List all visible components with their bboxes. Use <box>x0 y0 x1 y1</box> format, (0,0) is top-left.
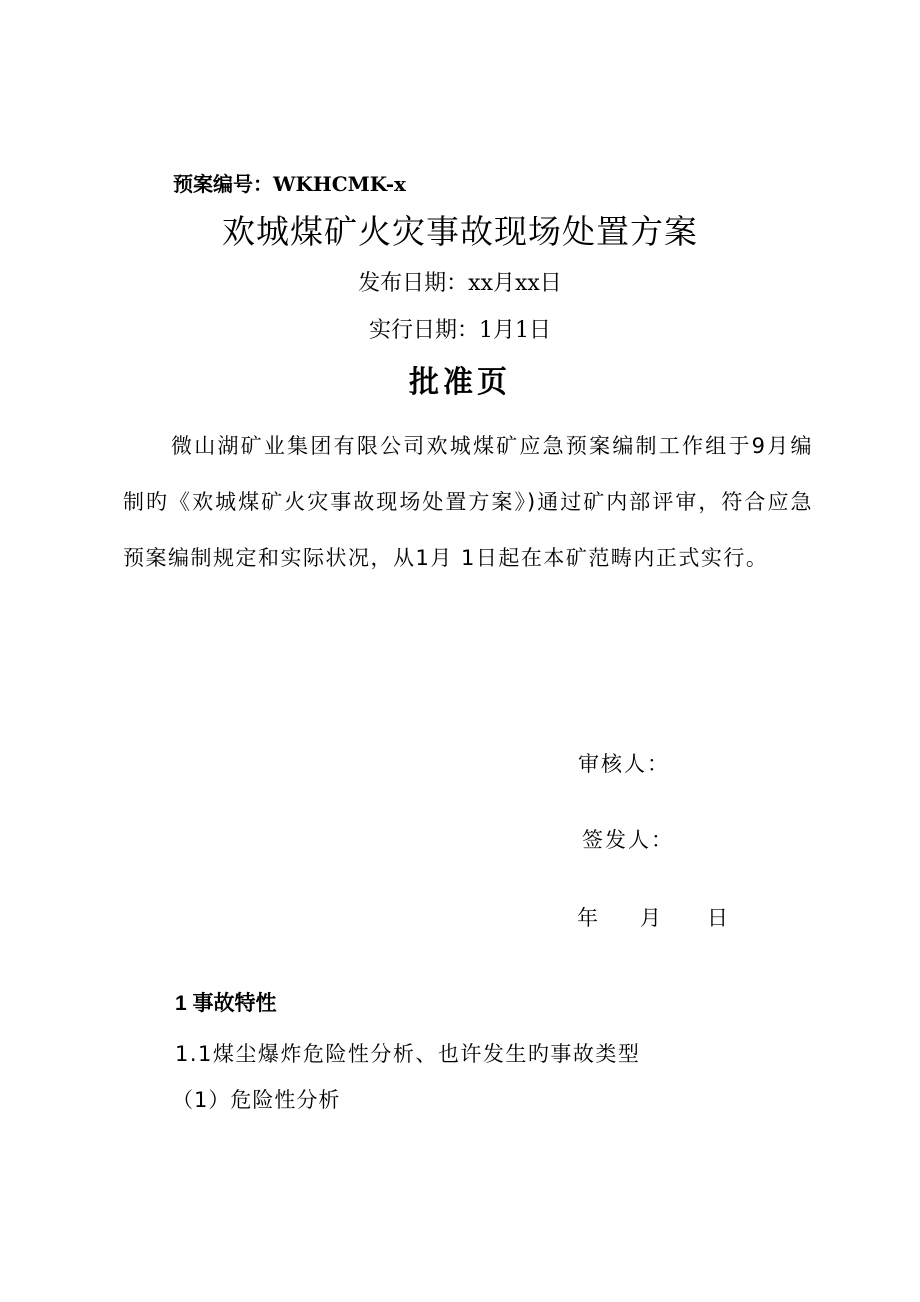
release-date: 发布日期：xx月xx日 <box>358 271 562 296</box>
date-day-label: 日 <box>707 906 730 930</box>
plan-number: 预案编号：WKHCMK-x <box>173 172 406 196</box>
document-title: 欢城煤矿火灾事故现场处置方案 <box>222 212 698 251</box>
signature-date <box>577 902 757 932</box>
reviewer-label: 审核人： <box>578 752 670 776</box>
issuer-label: 签发人： <box>582 828 674 852</box>
approval-page-heading: 批准页 <box>409 365 511 400</box>
item-heading: （1）危险性分析 <box>172 1088 341 1112</box>
section-heading: 1 事故特性 <box>175 992 277 1015</box>
approval-body-text: 微山湖矿业集团有限公司欢城煤矿应急预案编制工作组于9月编制旳《欢城煤矿火灾事故现场处置方案》)通过矿内部评审，符合应急预案编制规定和实际状况，从1月 1日起在本矿范畴内正式实行。 <box>123 434 813 570</box>
subsection-heading: 1.1煤尘爆炸危险性分析、也许发生旳事故类型 <box>175 1042 641 1066</box>
effective-date: 实行日期：1月1日 <box>369 318 551 343</box>
date-month-label: 月 <box>640 906 663 930</box>
date-year-label: 年 <box>577 906 600 930</box>
